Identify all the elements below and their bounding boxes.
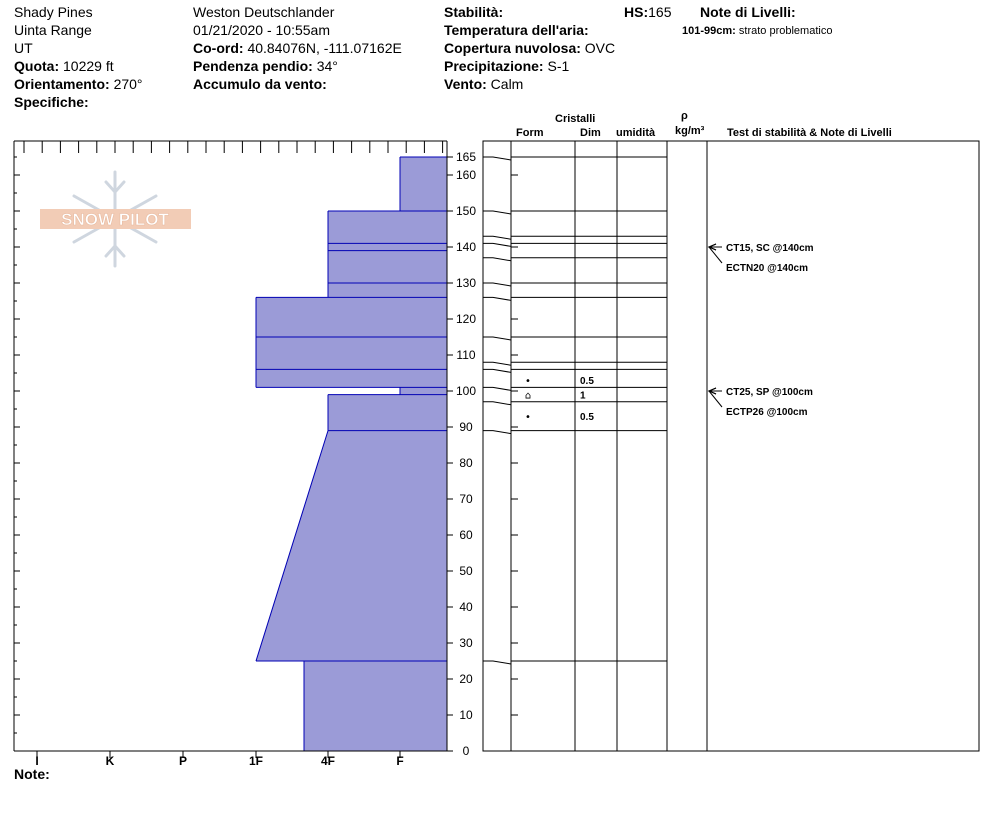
depth-label-150: 150	[455, 204, 477, 218]
table-connector-1	[483, 431, 511, 434]
slope-label: Pendenza pendio:	[193, 58, 313, 74]
notes-label: Note:	[14, 766, 50, 782]
observer-name: Weston Deutschlander	[193, 4, 335, 20]
wind-label: Vento:	[444, 76, 487, 92]
table-connector-7	[483, 297, 511, 300]
hardness-label-1F: 1F	[248, 754, 264, 768]
rho-header: ρ	[681, 110, 688, 122]
elevation-value: 10229 ft	[63, 58, 114, 74]
table-connector-2	[483, 402, 511, 405]
depth-label-90: 90	[459, 420, 473, 434]
depth-label-120: 120	[455, 312, 477, 326]
hardness-label-K: K	[105, 754, 115, 768]
hardness-layer-5	[328, 211, 447, 297]
crystal-size-2: 0.5	[580, 412, 594, 424]
stability-test-1: ECTN20 @140cm	[726, 263, 809, 274]
observation-datetime: 01/21/2020 - 10:55am	[193, 22, 330, 38]
crystals-header: Cristalli	[555, 113, 596, 125]
specifics-label: Specifiche:	[14, 94, 89, 110]
hardness-layer-3	[400, 387, 447, 394]
table-connector-9	[483, 258, 511, 261]
depth-label-50: 50	[459, 564, 473, 578]
hardness-layer-1	[256, 431, 447, 661]
hs-value: 165	[648, 4, 672, 20]
depth-label-80: 80	[459, 456, 473, 470]
crystal-size-0: 0.5	[580, 376, 594, 388]
sky-label: Copertura nuvolosa:	[444, 40, 581, 56]
table-connector-3	[483, 387, 511, 390]
depth-label-100: 100	[455, 384, 477, 398]
hardness-label-P: P	[178, 754, 188, 768]
hardness-layer-4	[256, 297, 447, 387]
layer-note-range: 101-99cm:	[682, 25, 736, 37]
table-connector-6	[483, 337, 511, 340]
slope-value: 34°	[316, 58, 338, 74]
stability-test-0: CT15, SC @140cm	[726, 243, 814, 254]
stability-label: Stabilità:	[444, 4, 504, 20]
state-name: UT	[14, 40, 33, 56]
elevation-label: Quota:	[14, 58, 60, 74]
data-table-border	[483, 141, 979, 751]
table-connector-11	[483, 236, 511, 239]
wind-value: Calm	[490, 76, 524, 92]
tests-header: Test di stabilità & Note di Livelli	[727, 127, 892, 139]
depth-label-40: 40	[459, 600, 473, 614]
depth-label-0: 0	[462, 744, 470, 758]
depth-label-70: 70	[459, 492, 473, 506]
depth-label-30: 30	[459, 636, 473, 650]
table-connector-5	[483, 362, 511, 365]
air-temp-label: Temperatura dell'aria:	[444, 22, 589, 38]
layer-notes-label: Note di Livelli:	[700, 4, 796, 20]
layer-note-text: strato problematico	[738, 25, 833, 37]
location-name: Shady Pines	[14, 4, 93, 20]
depth-label-110: 110	[456, 348, 476, 362]
depth-label-140: 140	[455, 240, 477, 254]
coord-value: 40.84076N, -111.07162E	[247, 40, 402, 56]
size-header: Dim	[580, 127, 601, 139]
table-connector-13	[483, 157, 511, 160]
crystal-form-0: •	[525, 376, 531, 388]
hardness-label-I: I	[35, 754, 39, 768]
hardness-label-4F: 4F	[320, 754, 336, 768]
crystal-form-1: ⌂	[524, 390, 532, 402]
watermark-text: SNOW PILOT	[61, 210, 169, 229]
depth-label-10: 10	[459, 708, 473, 722]
form-header: Form	[516, 127, 544, 139]
hardness-layer-0	[304, 661, 447, 751]
density-header: kg/m³	[675, 125, 705, 137]
hardness-label-F: F	[396, 754, 404, 768]
depth-label-60: 60	[459, 528, 473, 542]
table-connector-12	[483, 211, 511, 214]
stability-test-2: CT25, SP @100cm	[726, 387, 813, 398]
depth-label-20: 20	[459, 672, 473, 686]
crystal-form-2: •	[525, 412, 531, 424]
crystal-size-1: 1	[580, 390, 586, 402]
hardness-layer-2	[328, 395, 447, 431]
hs-label: HS:	[624, 4, 649, 20]
snowpilot-logo	[40, 172, 191, 266]
range-name: Uinta Range	[14, 22, 92, 38]
table-connector-8	[483, 283, 511, 286]
stability-test-3: ECTP26 @100cm	[726, 407, 808, 418]
hardness-layer-6	[400, 157, 447, 211]
precip-value: S-1	[547, 58, 570, 74]
precip-label: Precipitazione:	[444, 58, 544, 74]
wind-loading-label: Accumulo da vento:	[193, 76, 327, 92]
moisture-header: umidità	[616, 127, 656, 139]
depth-label-165: 165	[455, 150, 477, 164]
table-connector-10	[483, 243, 511, 246]
depth-label-130: 130	[455, 276, 477, 290]
depth-label-160: 160	[455, 168, 477, 182]
table-connector-0	[483, 661, 511, 664]
aspect-label: Orientamento:	[14, 76, 110, 92]
sky-value: OVC	[584, 40, 616, 56]
aspect-value: 270°	[113, 76, 143, 92]
coord-label: Co-ord:	[193, 40, 244, 56]
table-connector-4	[483, 369, 511, 372]
